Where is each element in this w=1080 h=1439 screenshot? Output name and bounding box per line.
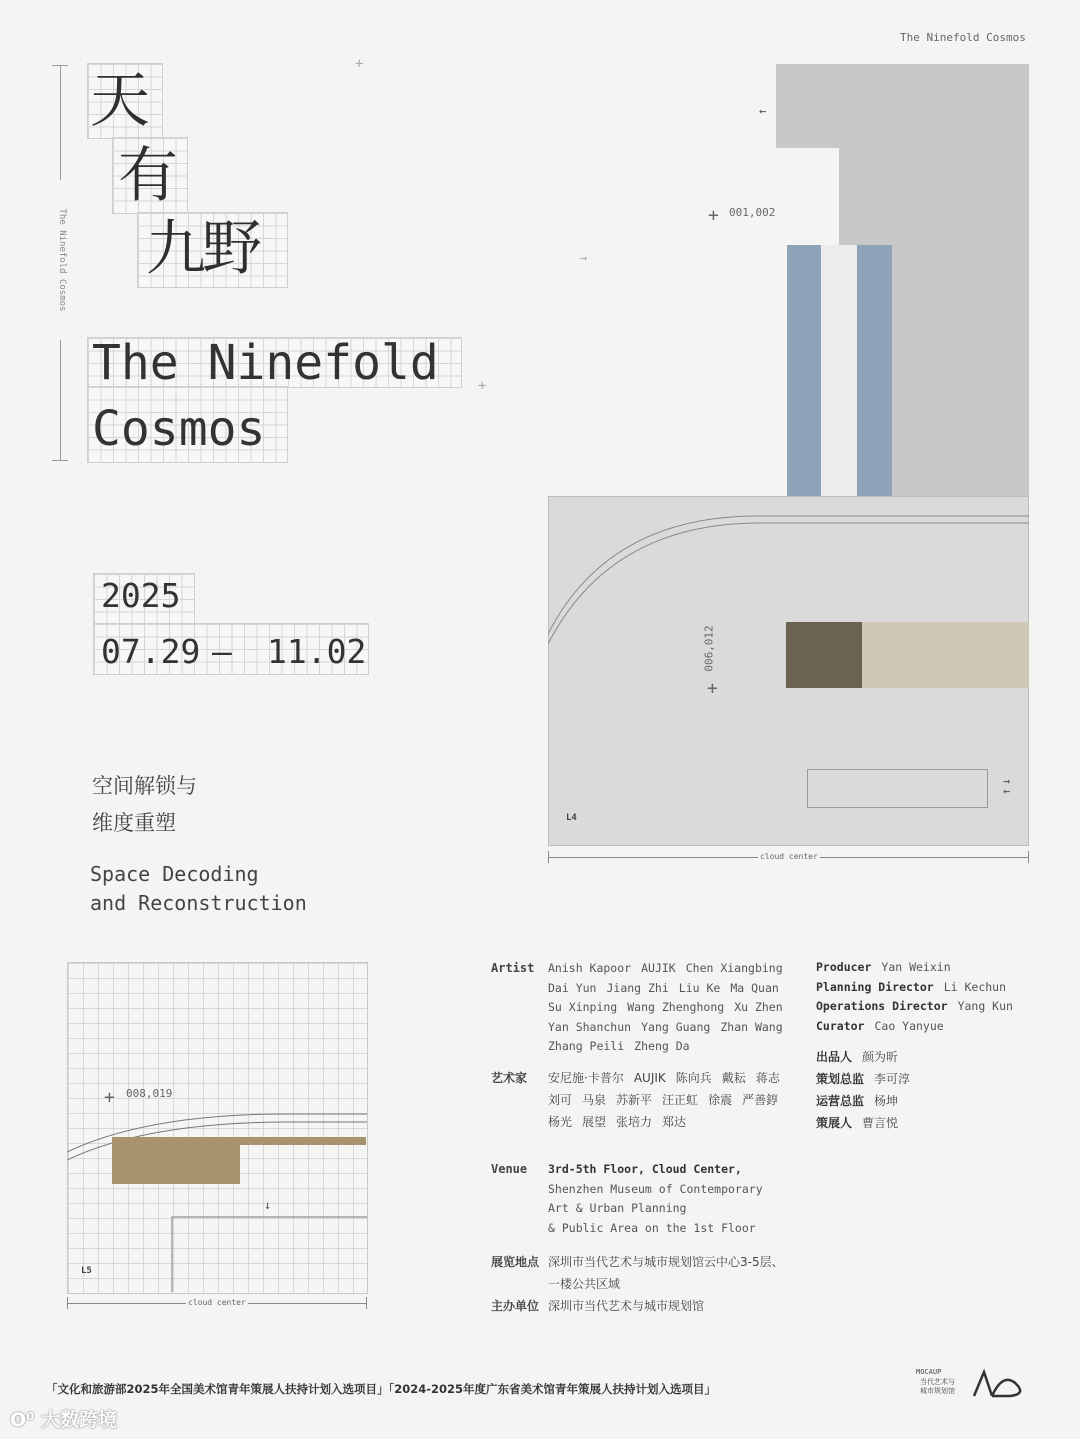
artist-list-en <box>548 959 793 1057</box>
dimension-tick <box>366 1297 367 1309</box>
date-end: 11.02 <box>267 632 367 671</box>
top-right-title: The Ninefold Cosmos <box>900 31 1026 44</box>
artist-row-cn: 刘可 马泉 苏新平 汪正虹 徐震 严善錞 <box>548 1093 779 1107</box>
venue-line-cn: 一楼公共区域 <box>548 1277 621 1291</box>
role-row-cn: 策划总监 李可淳 <box>816 1072 911 1086</box>
watermark-text: 大数跨境 <box>41 1409 118 1431</box>
measure-tick-bottom <box>52 460 68 461</box>
artist-row: Zhang Peili Zheng Da <box>548 1039 690 1053</box>
arrow-right-icon: → <box>580 251 588 265</box>
footer-note: 「文化和旅游部2025年全国美术馆青年策展人扶持计划入选项目」「2024-2025年度广东省美术馆青年策展人扶持计划入选项目」 <box>46 1382 717 1396</box>
crosshair-icon: + <box>104 1087 115 1108</box>
curve-lines-l5 <box>67 962 367 1292</box>
theme-cn-line2: 维度重塑 <box>92 811 176 835</box>
venue-line: Art & Urban Planning <box>548 1201 687 1215</box>
sand-block <box>862 622 1029 688</box>
vertical-side-label: The Ninefold Cosmos <box>57 180 67 340</box>
crosshair-icon: + <box>707 678 718 699</box>
floor-label-l5: L5 <box>81 1266 92 1276</box>
logo-en: MOCAUP <box>916 1368 942 1376</box>
venue-line: Shenzhen Museum of Contemporary <box>548 1181 763 1196</box>
watermark <box>10 1405 117 1432</box>
dimension-tick <box>1028 851 1029 863</box>
white-strip <box>821 245 857 496</box>
date-dash: — <box>212 632 232 671</box>
blue-strip-right <box>857 245 892 496</box>
watermark-logo-icon: ʘ⁰ <box>10 1409 35 1431</box>
role-row: Curator Cao Yanyue <box>816 1018 944 1033</box>
museum-logo <box>912 1366 1030 1400</box>
logo-cn1: 当代艺术与 <box>920 1378 955 1386</box>
theme-en-line1: Space Decoding <box>90 862 259 886</box>
logo-cn2: 城市规划馆 <box>920 1387 955 1395</box>
venue-label-cn: 展览地点 <box>491 1255 540 1269</box>
kraft-strip <box>240 1137 366 1145</box>
dimension-tick <box>548 851 549 863</box>
plus-mark: + <box>355 56 364 72</box>
artist-row: Dai Yun Jiang Zhi Liu Ke Ma Quan <box>548 980 779 995</box>
logo-mark-icon <box>970 1368 1030 1398</box>
measure-tick-top <box>52 65 68 66</box>
date-year: 2025 <box>101 576 181 615</box>
role-row: Producer Yan Weixin <box>816 960 951 974</box>
artist-row: Yan Shanchun Yang Guang Zhan Wang <box>548 1019 783 1034</box>
theme-cn-line1: 空间解锁与 <box>92 774 197 798</box>
artist-row-cn: 杨光 展望 张培力 郑达 <box>548 1115 687 1129</box>
roles-en <box>816 958 1023 1036</box>
venue-cn <box>548 1251 784 1295</box>
floor-label-l4: L4 <box>566 813 577 823</box>
role-row-cn: 运营总监 杨坤 <box>816 1094 899 1108</box>
venue-en <box>548 1160 763 1238</box>
artist-row: Su Xinping Wang Zhenghong Xu Zhen <box>548 1000 783 1014</box>
artist-row-cn: 安尼施·卡普尔 AUJIK 陈向兵 戴耘 蒋志 <box>548 1071 780 1085</box>
venue-line-cn: 深圳市当代艺术与城市规划馆云中心3-5层、 <box>548 1255 784 1269</box>
crosshair-icon: + <box>708 205 719 226</box>
plan-coord-2: 006,012 <box>702 625 716 672</box>
plan-coord-1: 001,002 <box>729 206 776 219</box>
blue-strip-left <box>787 245 821 496</box>
artist-label: Artist <box>491 961 535 975</box>
role-row-cn: 策展人 曹言悦 <box>816 1116 899 1130</box>
kraft-block <box>112 1137 240 1184</box>
dimension-label: cloud center <box>188 1298 246 1307</box>
title-en-line2: Cosmos <box>92 401 266 457</box>
venue-label: Venue <box>491 1162 528 1176</box>
date-start: 07.29 <box>101 632 201 671</box>
title-en-line1: The Ninefold <box>92 335 439 391</box>
title-cn-line3: 九野 <box>146 214 258 284</box>
title-cn-line2: 有 <box>118 141 178 211</box>
venue-line: 3rd-5th Floor, Cloud Center, <box>548 1162 742 1176</box>
artist-label-cn: 艺术家 <box>491 1071 528 1085</box>
title-cn-line1: 天 <box>90 66 150 136</box>
plan-coord-3: 008,019 <box>126 1087 173 1100</box>
artist-row: Anish Kapoor AUJIK Chen Xiangbing <box>548 961 783 975</box>
roles-cn <box>816 1046 920 1134</box>
swap-arrows-icon: → ← <box>1003 774 1011 798</box>
venue-line: & Public Area on the 1st Floor <box>548 1220 756 1235</box>
olive-block <box>786 622 862 688</box>
arrow-down-icon: ↓ <box>264 1198 272 1212</box>
role-row-cn: 出品人 颜为昕 <box>816 1050 899 1064</box>
dimension-tick <box>67 1297 68 1309</box>
artist-list-cn <box>548 1067 790 1133</box>
dimension-label: cloud center <box>760 852 818 861</box>
role-row: Operations Director Yang Kun <box>816 999 1013 1013</box>
host-label-cn: 主办单位 <box>491 1299 540 1313</box>
plus-mark: + <box>478 378 487 394</box>
arrow-left-icon: ← <box>759 104 767 118</box>
role-row: Planning Director Li Kechun <box>816 979 1007 994</box>
host-cn: 深圳市当代艺术与城市规划馆 <box>548 1299 705 1313</box>
theme-en-line2: and Reconstruction <box>90 891 307 915</box>
plan-outline-box <box>807 769 988 808</box>
